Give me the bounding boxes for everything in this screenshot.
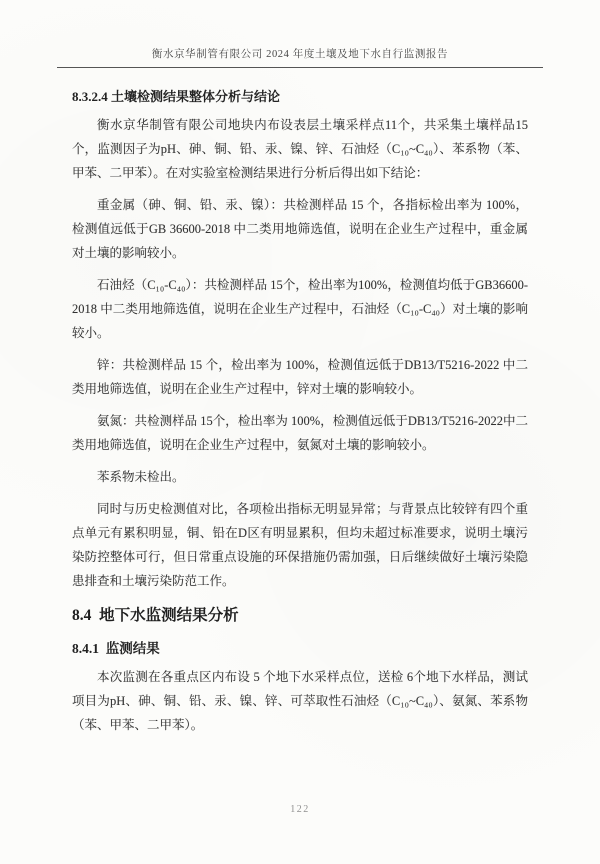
page-content [72, 88, 528, 737]
page-number: 122 [290, 804, 310, 815]
paragraph-groundwater-monitoring: 本次监测在各重点区内布设 5 个地下水采样点位，送检 6个地下水样品，测试项目为pH、砷、铜、铅、汞、镍、锌、可萃取性石油烃（C₁₀~C₄₀）、氨氮、苯系物（苯、甲苯、二甲苯）。 [72, 670, 528, 732]
paragraph-benzene-series: 苯系物未检出。 [97, 470, 185, 484]
paragraph-zinc: 锌：共检测样品 15 个，检出率为 100%，检测值远低于DB13/T5216-2022 中二类用地筛选值，说明在企业生产过程中，锌对土壤的影响较小。 [72, 358, 528, 396]
paragraph-history-comparison: 同时与历史检测值对比，各项检出指标无明显异常；与背景点比较锌有四个重点单元有累积明显，铜、铅在D区有明显累积，但均未超过标准要求，说明土壤污染防控整体可行，但日常重点设施的环保措施仍需加强，日后继续做好土壤污染隐患排查和土壤污染防范工作。 [72, 502, 528, 588]
paragraph-heavy-metals: 重金属（砷、铜、铅、汞、镍）：共检测样品 15 个，各指标检出率为 100%，检测值远低于GB 36600-2018 中二类用地筛选值，说明在企业生产过程中，重金属对土壤的影响较小。 [72, 198, 528, 260]
section-heading-8-3-2-4: 8.3.2.4 土壤检测结果整体分析与结论 [72, 89, 281, 104]
paragraph-ammonia-nitrogen: 氨氮：共检测样品 15个，检出率为 100%，检测值远低于DB13/T5216-2022中二类用地筛选值，说明在企业生产过程中，氨氮对土壤的影响较小。 [72, 414, 528, 452]
section-heading-8-4-1: 8.4.1 监测结果 [72, 641, 160, 656]
section-heading-8-4: 8.4 地下水监测结果分析 [72, 607, 239, 624]
page-header-title: 衡水京华制管有限公司 2024 年度土壤及地下水自行监测报告 [151, 49, 449, 60]
paragraph-soil-intro: 衡水京华制管有限公司地块内布设表层土壤采样点11个，共采集土壤样品15个，监测因子为pH、砷、铜、铅、汞、镍、锌、石油烃（C₁₀~C₄₀）、苯系物（苯、甲苯、二甲苯）。在对实验室检测结果进行分析后得出如下结论： [72, 118, 528, 180]
paragraph-petroleum-hydrocarbons: 石油烃（C₁₀-C₄₀）：共检测样品 15个，检出率为100%，检测值均低于GB36600-2018 中二类用地筛选值，说明在企业生产过程中，石油烃（C₁₀-C₄₀）对土壤的影响较小。 [72, 278, 528, 340]
header-rule [57, 67, 543, 68]
